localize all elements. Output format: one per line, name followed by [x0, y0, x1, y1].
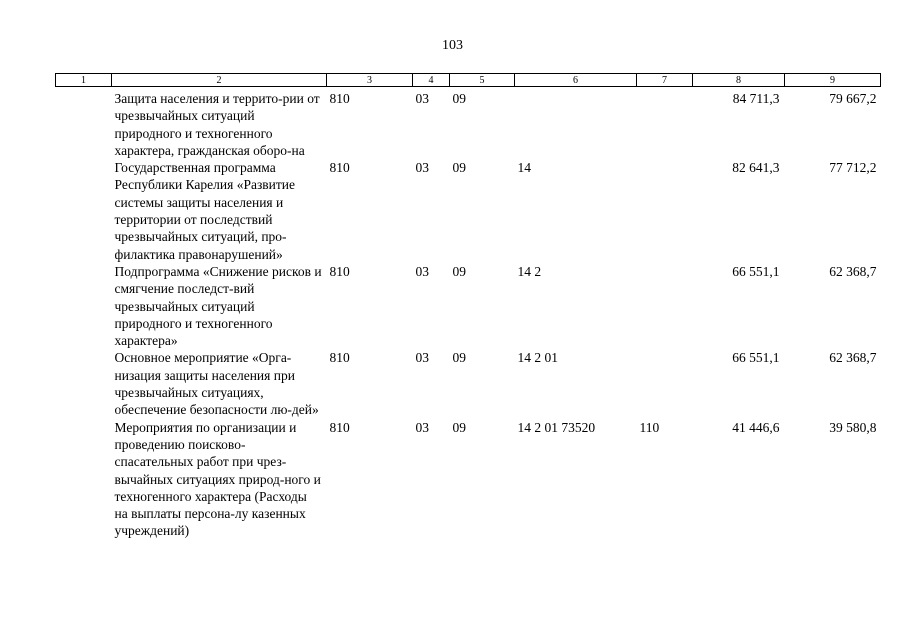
cell-col8: 84 711,3 — [732, 91, 780, 106]
cell-col9: 62 368,7 — [829, 263, 877, 279]
cell-col1 — [56, 419, 112, 540]
table-row — [56, 263, 881, 349]
cell-col6: 14 2 — [517, 263, 542, 279]
cell-col4: 03 — [415, 160, 429, 176]
cell-col6 — [515, 87, 637, 160]
cell-col4: 03 — [415, 263, 429, 279]
cell-col4: 03 — [415, 91, 429, 106]
cell-col1 — [56, 87, 112, 160]
cell-col7: 110 — [639, 419, 660, 435]
column-header-4: 4 — [413, 74, 450, 87]
cell-col9: 39 580,8 — [829, 419, 877, 435]
cell-col3: 810 — [329, 419, 350, 435]
column-header-6: 6 — [515, 74, 637, 87]
cell-col6: 14 2 01 73520 — [517, 419, 596, 435]
cell-name: Защита населения и террито-рии от чрезвычайных ситуаций природного и техногенного характера, гражданская оборо-на — [114, 91, 320, 158]
column-header-5: 5 — [450, 74, 515, 87]
cell-col9: 77 712,2 — [829, 160, 877, 176]
cell-name: Основное мероприятие «Орга-низация защиты населения при чрезвычайных ситуациях, обеспечение безопасности лю-дей» — [114, 350, 319, 418]
cell-col5: 09 — [452, 263, 466, 279]
cell-col6: 14 — [517, 160, 531, 176]
cell-col1 — [56, 159, 112, 263]
cell-col8: 82 641,3 — [732, 160, 780, 176]
cell-col3: 810 — [329, 350, 350, 366]
cell-col9: 62 368,7 — [829, 350, 877, 366]
column-header-8: 8 — [693, 74, 785, 87]
cell-col7 — [637, 87, 693, 160]
cell-col9: 79 667,2 — [829, 91, 877, 106]
cell-col1 — [56, 263, 112, 349]
cell-col3: 810 — [329, 160, 350, 176]
cell-col7 — [637, 349, 693, 418]
budget-table — [55, 73, 881, 540]
column-header-9: 9 — [785, 74, 881, 87]
table-row — [56, 159, 881, 263]
cell-col8: 66 551,1 — [732, 263, 780, 279]
cell-col7 — [637, 263, 693, 349]
table-row — [56, 87, 881, 160]
cell-col7 — [637, 159, 693, 263]
cell-name: Государственная программа Республики Карелия «Развитие системы защиты населения и территории от последствий чрезвычайных ситуаций, про-филактика правонарушений» — [114, 160, 296, 262]
cell-col3: 810 — [329, 91, 350, 106]
cell-col8: 41 446,6 — [732, 419, 780, 435]
cell-col4: 03 — [415, 350, 429, 366]
cell-col5: 09 — [452, 350, 466, 366]
column-header-7: 7 — [637, 74, 693, 87]
cell-col5: 09 — [452, 160, 466, 176]
table-row — [56, 419, 881, 540]
column-header-2: 2 — [112, 74, 327, 87]
cell-col5: 09 — [452, 91, 466, 106]
cell-col6: 14 2 01 — [517, 350, 558, 366]
cell-col5: 09 — [452, 419, 466, 435]
column-header-3: 3 — [327, 74, 413, 87]
cell-col4: 03 — [415, 419, 429, 435]
cell-name: Подпрограмма «Снижение рисков и смягчение последст-вий чрезвычайных ситуаций природного и техногенного характера» — [114, 263, 322, 349]
column-header-1: 1 — [56, 74, 112, 87]
cell-col1 — [56, 349, 112, 418]
header-row — [56, 74, 881, 87]
cell-col3: 810 — [329, 263, 350, 279]
table-row — [56, 349, 881, 418]
cell-col8: 66 551,1 — [732, 350, 780, 366]
cell-name: Мероприятия по организации и проведению поисково-спасательных работ при чрез-вычайных ситуациях природ-ного и техногенного характера (Расходы на выплаты персона-лу казенных учреждений) — [114, 419, 321, 539]
page-number: 103 — [442, 38, 463, 53]
